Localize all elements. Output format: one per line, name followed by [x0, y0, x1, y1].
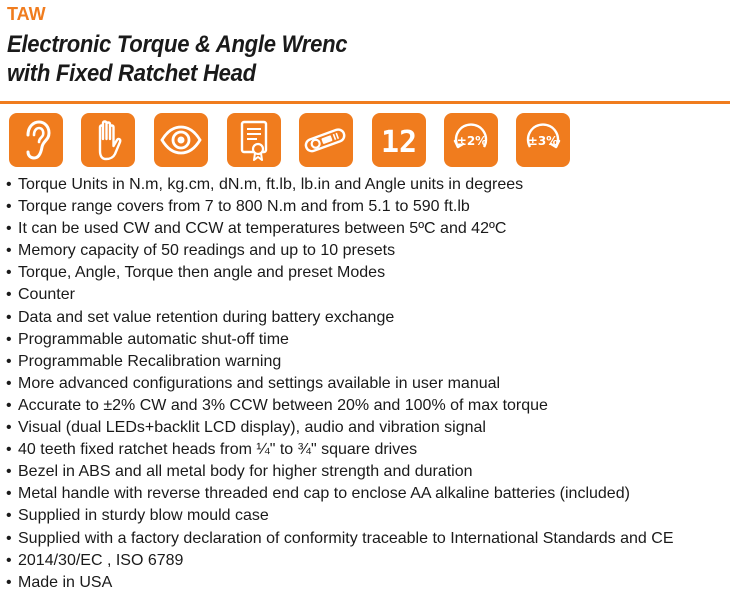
eye-icon — [154, 113, 208, 167]
title-line-2: with Fixed Ratchet Head — [7, 60, 256, 87]
feature-item: • Accurate to ±2% CW and 3% CCW between 20% and 100% of max torque — [6, 395, 726, 417]
accuracy-cw-icon — [444, 113, 498, 167]
lcd-display-label: 12 — [380, 125, 418, 160]
ear-icon — [9, 113, 63, 167]
feature-item: • Metal handle with reverse threaded end cap to enclose AA alkaline batteries (included) — [6, 483, 726, 505]
feature-item: • Supplied with a factory declaration of conformity traceable to International Standards and CE — [6, 528, 726, 550]
hand-icon — [81, 113, 135, 167]
feature-item: • More advanced configurations and settings available in user manual — [6, 373, 726, 395]
page-title — [7, 30, 347, 88]
certificate-icon — [227, 113, 281, 167]
feature-item: • Memory capacity of 50 readings and up to 10 presets — [6, 240, 726, 262]
accuracy-cw-label: ±2% — [456, 134, 488, 148]
feature-item: • Torque Units in N.m, kg.cm, dN.m, ft.lb, lb.in and Angle units in degrees — [6, 174, 726, 196]
feature-item: • 40 teeth fixed ratchet heads from ¼" to ¾" square drives — [6, 439, 726, 461]
wrench-icon — [299, 113, 353, 167]
feature-item: • Data and set value retention during battery exchange — [6, 307, 726, 329]
feature-item: • Bezel in ABS and all metal body for higher strength and duration — [6, 461, 726, 483]
title-line-1: Electronic Torque & Angle Wrenc — [7, 31, 348, 58]
feature-item: • Programmable Recalibration warning — [6, 351, 726, 373]
feature-icon-row — [9, 113, 569, 167]
accuracy-ccw-icon — [516, 113, 570, 167]
feature-item: • It can be used CW and CCW at temperatures between 5ºC and 42ºC — [6, 218, 726, 240]
feature-item: • Visual (dual LEDs+backlit LCD display), audio and vibration signal — [6, 417, 726, 439]
feature-item: • 2014/30/EC , ISO 6789 — [6, 550, 726, 572]
feature-item: • Counter — [6, 284, 726, 306]
feature-item: • Torque, Angle, Torque then angle and preset Modes — [6, 262, 726, 284]
product-code: TAW — [7, 4, 46, 24]
accuracy-ccw-label: ±3% — [527, 134, 559, 148]
lcd-display-icon — [372, 113, 426, 167]
feature-item: • Torque range covers from 7 to 800 N.m and from 5.1 to 590 ft.lb — [6, 196, 726, 218]
feature-item: • Supplied in sturdy blow mould case — [6, 505, 726, 527]
feature-list — [6, 174, 726, 594]
feature-item: • Made in USA — [6, 572, 726, 594]
feature-item: • Programmable automatic shut-off time — [6, 329, 726, 351]
header-divider — [0, 101, 730, 104]
